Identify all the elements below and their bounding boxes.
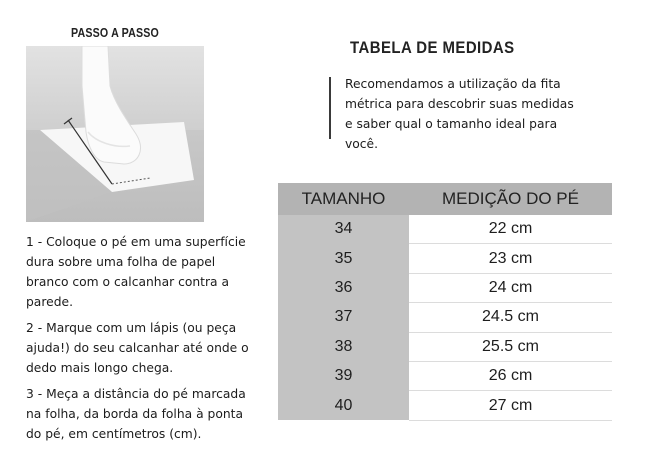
table-row [278, 391, 612, 420]
measurement-cell: 27 cm [409, 391, 612, 420]
table-row [278, 273, 612, 302]
measurement-cell: 23 cm [409, 244, 612, 273]
step-1: 1 - Coloque o pé em uma superfície dura sobre uma folha de papel branco com o calcanhar contra a parede. [26, 235, 246, 309]
step-2: 2 - Marque com um lápis (ou peça ajuda!) do seu calcanhar até onde o dedo mais longo chega. [26, 321, 249, 375]
table-row [278, 332, 612, 361]
guide-title: PASSO A PASSO [70, 25, 160, 40]
foot-measuring-photo [26, 46, 204, 222]
size-cell: 35 [278, 244, 409, 273]
size-cell: 38 [278, 332, 409, 361]
size-chart-intro: Recomendamos a utilização da fita métrica para descobrir suas medidas e saber qual o tamanho ideal para você. [345, 77, 574, 151]
size-chart-title: TABELA DE MEDIDAS [350, 38, 515, 57]
size-cell: 40 [278, 391, 409, 420]
table-row [278, 303, 612, 332]
instruction-steps [26, 232, 261, 450]
step-3: 3 - Meça a distância do pé marcada na folha, da borda da folha à ponta do pé, em centímetros (cm). [26, 387, 246, 441]
size-cell: 37 [278, 303, 409, 332]
size-cell: 36 [278, 273, 409, 302]
measurement-cell: 26 cm [409, 361, 612, 390]
measurement-cell: 22 cm [409, 215, 612, 244]
intro-accent-bar [329, 77, 331, 139]
measurement-cell: 24 cm [409, 273, 612, 302]
size-table [278, 183, 612, 421]
size-cell: 39 [278, 361, 409, 390]
table-row [278, 361, 612, 390]
size-table-header [278, 183, 612, 215]
measurement-cell: 24.5 cm [409, 303, 612, 332]
table-row [278, 244, 612, 273]
table-row [278, 215, 612, 244]
header-foot-length: MEDIÇÃO DO PÉ [409, 183, 612, 215]
measurement-cell: 25.5 cm [409, 332, 612, 361]
size-cell: 34 [278, 215, 409, 244]
header-size: TAMANHO [278, 183, 409, 215]
